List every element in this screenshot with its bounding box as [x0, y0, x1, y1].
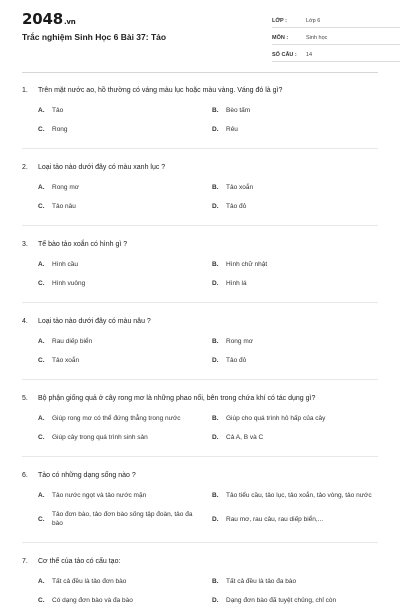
option-letter: D.	[212, 597, 219, 604]
question-prompt: Loại tảo nào dưới đây có màu nâu ?	[38, 318, 151, 325]
question-divider	[22, 148, 378, 149]
answer-option[interactable]	[212, 125, 386, 134]
option-text: Giúp cho quá trình hô hấp của cây	[226, 415, 326, 422]
question-number: 7.	[22, 558, 28, 565]
question-list	[22, 73, 378, 605]
option-letter: D.	[212, 280, 219, 287]
option-text: Tảo đỏ	[226, 357, 247, 364]
question-number: 5.	[22, 395, 28, 402]
answer-option[interactable]	[38, 260, 212, 269]
option-letter: D.	[212, 126, 219, 133]
answer-option[interactable]	[212, 260, 386, 269]
option-text: Hình vuông	[52, 280, 86, 287]
question-number: 1.	[22, 87, 28, 94]
answer-option[interactable]	[38, 202, 212, 211]
option-text: Hình lá	[226, 280, 247, 287]
question-divider	[22, 225, 378, 226]
option-text: Tảo đơn bào, tảo đơn bào sống tập đoàn, tảo đa bào	[52, 511, 193, 527]
question-item	[22, 163, 378, 226]
option-text: Rong mơ	[52, 184, 80, 191]
question-prompt: Bộ phận giống quả ở cây rong mơ là những phao nổi, bên trong chứa khí có tác dụng gì?	[38, 395, 316, 402]
question-divider	[22, 302, 378, 303]
option-text: Rêu	[226, 126, 238, 133]
option-text: Hình cầu	[52, 261, 79, 268]
meta-label: LỚP :	[272, 17, 287, 24]
option-text: Rong mơ	[226, 338, 254, 345]
question-text	[22, 317, 378, 327]
question-number: 3.	[22, 241, 28, 248]
option-text: Cả A, B và C	[226, 434, 264, 441]
question-item	[22, 471, 378, 543]
option-text: Tảo tiểu cầu, tảo lục, tảo xoắn, tảo vòng, tảo nước	[226, 492, 372, 499]
logo-main: 2048	[22, 10, 63, 28]
option-letter: C.	[38, 357, 45, 364]
answer-option[interactable]	[38, 510, 212, 528]
question-text	[22, 394, 378, 404]
question-prompt: Tế bào tảo xoắn có hình gì ?	[38, 241, 128, 248]
answer-option[interactable]	[212, 414, 386, 423]
option-letter: C.	[38, 515, 45, 523]
answer-option[interactable]	[38, 279, 212, 288]
question-item	[22, 557, 378, 605]
option-text: Tảo	[52, 107, 64, 114]
question-prompt: Tảo có những dạng sống nào ?	[38, 472, 136, 479]
answer-option[interactable]	[38, 356, 212, 365]
question-text	[22, 557, 378, 567]
option-letter: A.	[38, 338, 45, 345]
option-letter: B.	[212, 184, 219, 191]
option-letter: C.	[38, 203, 45, 210]
question-prompt: Trên mặt nước ao, hồ thường có váng màu lục hoặc màu vàng. Váng đó là gì?	[38, 87, 283, 94]
meta-row-count	[272, 48, 400, 62]
answer-options	[22, 260, 378, 288]
question-divider	[22, 379, 378, 380]
option-letter: B.	[212, 338, 219, 345]
answer-option[interactable]	[212, 491, 386, 500]
option-text: Rau mơ, rau câu, rau diếp biển,...	[226, 515, 324, 523]
question-number: 2.	[22, 164, 28, 171]
question-text	[22, 471, 378, 481]
answer-options	[22, 183, 378, 211]
answer-option[interactable]	[38, 596, 212, 605]
answer-options	[22, 414, 378, 442]
question-prompt: Cơ thể của tảo có cấu tạo:	[38, 558, 121, 565]
question-text	[22, 86, 378, 96]
meta-label: SỐ CÂU :	[272, 51, 297, 58]
option-letter: B.	[212, 107, 219, 114]
answer-option[interactable]	[212, 279, 386, 288]
answer-option[interactable]	[212, 577, 386, 586]
option-letter: D.	[212, 203, 219, 210]
answer-option[interactable]	[38, 577, 212, 586]
page-header	[22, 10, 378, 66]
option-letter: A.	[38, 578, 45, 585]
option-text: Hình chữ nhật	[226, 261, 268, 268]
answer-option[interactable]	[38, 414, 212, 423]
answer-option[interactable]	[38, 125, 212, 134]
meta-value: 14	[306, 51, 313, 58]
option-letter: A.	[38, 492, 45, 499]
question-number: 4.	[22, 318, 28, 325]
logo-suffix: .vn	[63, 18, 76, 26]
question-item	[22, 394, 378, 457]
question-divider	[22, 542, 378, 543]
option-text: Giúp rong mơ có thể đứng thẳng trong nước	[52, 415, 181, 422]
meta-label: MÔN :	[272, 34, 289, 41]
option-text: Rong	[52, 126, 68, 133]
option-text: Rau diếp biển	[52, 338, 93, 345]
answer-options	[22, 337, 378, 365]
option-text: Tảo nước ngọt và tảo nước mặn	[52, 492, 147, 499]
option-letter: A.	[38, 415, 45, 422]
option-letter: A.	[38, 184, 45, 191]
answer-option[interactable]	[212, 433, 386, 442]
option-text: Tảo nâu	[52, 203, 76, 210]
answer-options	[22, 491, 378, 528]
page-title: Trắc nghiệm Sinh Học 6 Bài 37: Tảo	[22, 32, 167, 42]
answer-option[interactable]	[212, 106, 386, 115]
option-letter: B.	[212, 492, 219, 499]
option-letter: D.	[212, 515, 219, 523]
meta-value: Lớp 6	[306, 17, 321, 24]
question-divider	[22, 456, 378, 457]
option-letter: C.	[38, 280, 45, 287]
option-text: Tảo xoắn	[226, 184, 254, 191]
meta-row-subject	[272, 31, 400, 45]
option-letter: B.	[212, 261, 219, 268]
answer-option[interactable]	[38, 337, 212, 346]
answer-options	[22, 577, 378, 605]
answer-option[interactable]	[212, 510, 386, 528]
option-letter: D.	[212, 434, 219, 441]
answer-option[interactable]	[212, 356, 386, 365]
option-letter: A.	[38, 261, 45, 268]
answer-option[interactable]	[38, 433, 212, 442]
answer-option[interactable]	[212, 596, 386, 605]
answer-options	[22, 106, 378, 134]
option-text: Có dạng đơn bào và đa bào	[52, 597, 133, 604]
option-letter: D.	[212, 357, 219, 364]
option-text: Dạng đơn bào đã tuyệt chủng, chỉ còn	[226, 597, 337, 604]
option-letter: A.	[38, 107, 45, 114]
option-text: Tảo đỏ	[226, 203, 247, 210]
question-text	[22, 240, 378, 250]
option-letter: C.	[38, 597, 45, 604]
answer-option[interactable]	[212, 183, 386, 192]
answer-option[interactable]	[38, 491, 212, 500]
option-text: Giúp cây trong quá trình sinh sản	[52, 434, 148, 441]
quiz-meta	[272, 14, 400, 65]
question-text	[22, 163, 378, 173]
option-letter: B.	[212, 578, 219, 585]
option-text: Bèo tấm	[226, 107, 251, 114]
answer-option[interactable]	[212, 202, 386, 211]
question-item	[22, 317, 378, 380]
answer-option[interactable]	[38, 106, 212, 115]
question-item	[22, 86, 378, 149]
meta-value: Sinh học	[306, 34, 328, 41]
option-text: Tảo xoắn	[52, 357, 80, 364]
answer-option[interactable]	[212, 337, 386, 346]
option-text: Tất cả đều là tảo đơn bào	[52, 578, 127, 585]
answer-option[interactable]	[38, 183, 212, 192]
question-number: 6.	[22, 472, 28, 479]
option-letter: B.	[212, 415, 219, 422]
meta-row-class	[272, 14, 400, 28]
option-text: Tất cả đều là tảo đa bào	[226, 578, 297, 585]
question-prompt: Loại tảo nào dưới đây có màu xanh lục ?	[38, 164, 166, 171]
option-letter: C.	[38, 434, 45, 441]
question-item	[22, 240, 378, 303]
option-letter: C.	[38, 126, 45, 133]
